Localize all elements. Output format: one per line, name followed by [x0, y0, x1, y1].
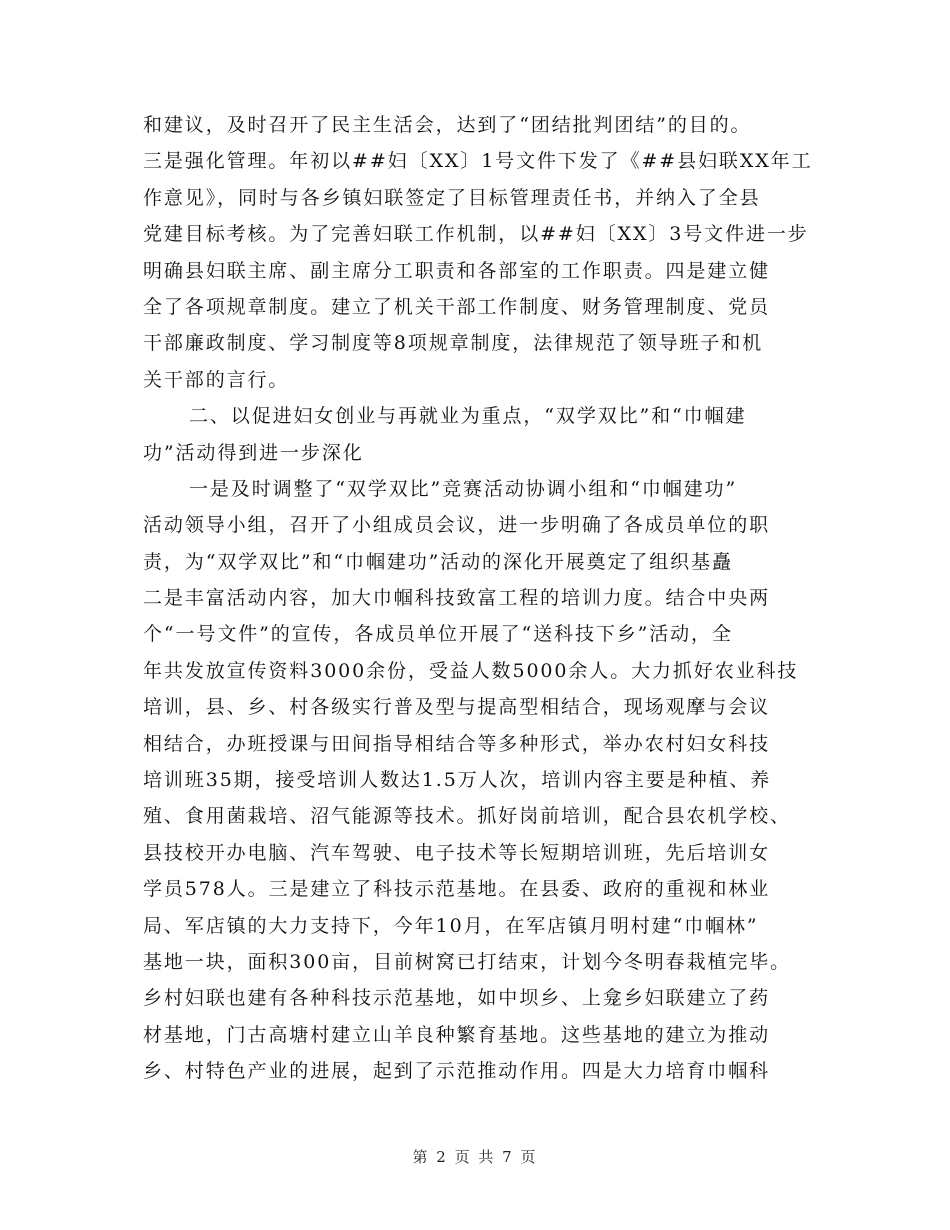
text-line: 三是强化管理。年初以##妇〔XX〕1号文件下发了《##县妇联XX年工: [143, 150, 813, 173]
text-line: 乡村妇联也建有各种科技示范基地，如中坝乡、上龛乡妇联建立了药: [143, 987, 771, 1010]
text-line: 培训，县、乡、村各级实行普及型与提高型相结合，现场观摩与会议: [143, 696, 771, 719]
text-line: 材基地，门古高塘村建立山羊良种繁育基地。这些基地的建立为推动: [143, 1023, 771, 1046]
text-line: 和建议，及时召开了民主生活会，达到了“团结批判团结”的目的。: [143, 114, 752, 136]
text-line: 培训班35期，接受培训人数达1.5万人次，培训内容主要是种植、养: [143, 769, 772, 792]
text-line: 党建目标考核。为了完善妇联工作机制，以##妇〔XX〕3号文件进一步: [143, 223, 809, 246]
text-line: 基地一块，面积300亩，目前树窝已打结束，计划今冬明春栽植完毕。: [143, 950, 792, 973]
text-line: 明确县妇联主席、副主席分工职责和各部室的工作职责。四是建立健: [143, 259, 771, 282]
text-line: 相结合，办班授课与田间指导相结合等多种形式，举办农村妇女科技: [143, 732, 771, 755]
text-line: 乡、村特色产业的进展，起到了示范推动作用。四是大力培育巾帼科: [143, 1060, 771, 1083]
text-line: 作意见》，同时与各乡镇妇联签定了目标管理责任书，并纳入了全县: [143, 186, 761, 209]
text-line: 责，为“双学双比”和“巾帼建功”活动的深化开展奠定了组织基矗: [143, 550, 733, 573]
text-line: 干部廉政制度、学习制度等8项规章制度，法律规范了领导班子和机: [143, 332, 764, 355]
text-line: 局、军店镇的大力支持下，今年10月，在军店镇月明村建“巾帼林”: [143, 914, 759, 937]
text-line: 县技校开办电脑、汽车驾驶、电子技术等长短期培训班，先后培训女: [143, 841, 771, 864]
text-line: 个“一号文件”的宣传，各成员单位开展了“送科技下乡”活动，全: [143, 623, 733, 646]
document-body: [143, 107, 815, 1090]
text-line: 全了各项规章制度。建立了机关干部工作制度、财务管理制度、党员: [143, 295, 771, 318]
text-line: 学员578人。三是建立了科技示范基地。在县委、政府的重视和林业: [143, 878, 771, 901]
section-heading-line: 二、以促进妇女创业与再就业为重点，“双学双比”和“巾帼建: [189, 405, 747, 428]
text-line: 活动领导小组，召开了小组成员会议，进一步明确了各成员单位的职: [143, 514, 771, 537]
text-line: 二是丰富活动内容，加大巾帼科技致富工程的培训力度。结合中央两: [143, 587, 771, 610]
text-line: 一是及时调整了“双学双比”竞赛活动协调小组和“巾帼建功”: [189, 477, 738, 500]
text-line: 关干部的言行。: [143, 368, 290, 391]
text-line: 年共发放宣传资料3000余份，受益人数5000余人。大力抓好农业科技: [143, 659, 799, 682]
text-line: 殖、食用菌栽培、沼气能源等技术。抓好岗前培训，配合县农机学校、: [143, 805, 791, 828]
section-heading-line: 功”活动得到进一步深化: [143, 441, 364, 464]
page-number-footer: 第 2 页 共 7 页: [412, 1148, 538, 1166]
